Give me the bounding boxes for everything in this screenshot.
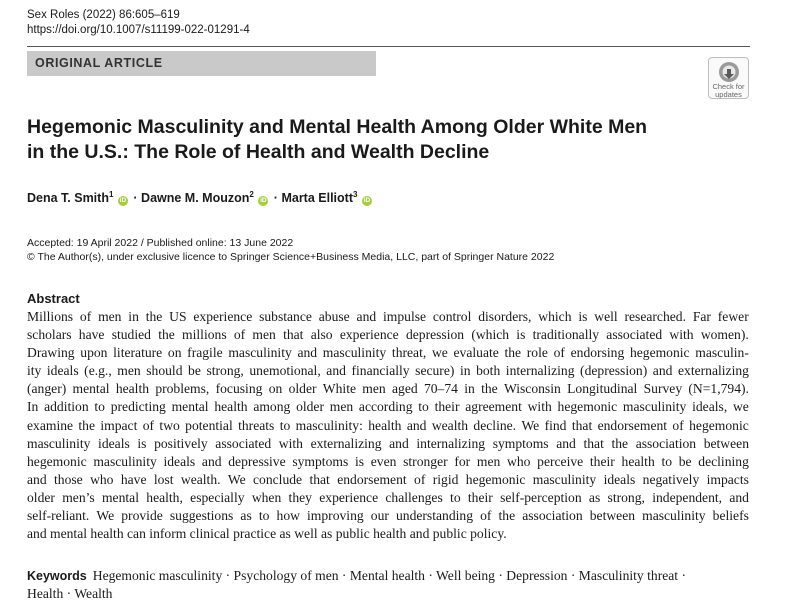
abstract-line: In addition to predicting mental health among older men according to their agreement with hegemonic masculinity ideals, we xyxy=(27,399,749,415)
abstract-line: self-reliant. We provide suggestions as to how improving our understanding of the association between masculinity beliefs xyxy=(27,508,749,524)
orcid-icon[interactable]: iD xyxy=(260,197,267,205)
keywords-list: Hegemonic masculinity · Psychology of men · Mental health · Well being · Depression · Masculinity threat · xyxy=(92,568,686,583)
author-separator: · xyxy=(133,191,138,206)
journal-citation: Sex Roles (2022) 86:605–619 xyxy=(27,9,180,21)
article-title xyxy=(27,115,747,165)
author-name[interactable]: Dawne M. Mouzon xyxy=(141,191,250,206)
publication-dates: Accepted: 19 April 2022 / Published online: 13 June 2022 xyxy=(27,237,294,249)
doi-link[interactable]: https://doi.org/10.1007/s11199-022-01291-4 xyxy=(27,24,250,36)
abstract-line: masculinity ideals is positively associated with externalizing and internalizing symptoms and that the association between xyxy=(27,435,749,451)
affiliation-marker: 1 xyxy=(108,190,114,199)
orcid-icon[interactable]: iD xyxy=(119,197,127,205)
abstract-heading: Abstract xyxy=(27,291,80,306)
abstract-line: Millions of men in the US experience substance abuse and impulse control disorders, which is well researched. Far fewer xyxy=(27,309,749,324)
author-separator: · xyxy=(273,191,278,206)
affiliation-marker: 3 xyxy=(353,190,358,199)
keywords-list-continued: Health · Wealth xyxy=(27,586,113,601)
abstract-line: scholars have studied the millions of men that also experience depression (which is traditionally associated with women). xyxy=(27,327,749,343)
author-name[interactable]: Marta Elliott xyxy=(281,191,353,206)
check-for-updates-button[interactable] xyxy=(708,57,749,99)
abstract-line: hegemonic masculinity ideals and depressive symptoms is even stronger for men who perceive their health to be declining xyxy=(27,453,749,469)
journal-header xyxy=(27,8,250,38)
publication-info xyxy=(27,236,554,264)
abstract-line: examine the impact of two potential threats to masculinity: health and wealth decline. We find that endorsement of hegemonic xyxy=(27,417,749,433)
title-line: in the U.S.: The Role of Health and Wealth Decline xyxy=(27,141,490,163)
crossmark-icon xyxy=(718,61,740,83)
copyright-notice: © The Author(s), under exclusive licence to Springer Science+Business Media, LLC, part of Springer Nature 2022 xyxy=(27,251,555,263)
author-name[interactable]: Dena T. Smith xyxy=(27,191,109,206)
article-type-label: ORIGINAL ARTICLE xyxy=(35,56,163,70)
keywords-label: Keywords xyxy=(27,569,87,583)
article-type-banner xyxy=(27,51,376,76)
abstract-line: Drawing upon literature on fragile masculinity and masculinity threat, we evaluate the role of endorsing hegemonic masculin- xyxy=(27,345,749,361)
header-rule xyxy=(27,46,750,47)
check-updates-line2: updates xyxy=(715,90,742,99)
affiliation-marker: 2 xyxy=(249,190,254,199)
abstract-body xyxy=(27,308,749,543)
abstract-line: and mental health can inform clinical practice as well as public health and public policy. xyxy=(27,526,507,542)
abstract-line: ity ideals (e.g., men should be strong, unemotional, and financially secure) in both internalizing (depression) and externalizing xyxy=(27,363,749,379)
check-updates-line1: Check for xyxy=(712,82,745,91)
title-line: Hegemonic Masculinity and Mental Health Among Older White Men xyxy=(27,116,648,138)
author-list xyxy=(27,190,374,206)
keywords-section xyxy=(27,567,749,603)
abstract-line: (anger) mental health problems, focusing on older White men aged 70–74 in the Wisconsin Longitudinal Survey (N=1,794). xyxy=(27,381,749,397)
abstract-line: older men’s mental health, especially when they experience challenges to their self-perception as strong, independent, and xyxy=(27,489,749,505)
orcid-icon[interactable]: iD xyxy=(363,197,371,205)
abstract-line: and those who have lost wealth. We conclude that endorsement of rigid hegemonic masculinity ideals negatively impacts xyxy=(27,471,749,487)
